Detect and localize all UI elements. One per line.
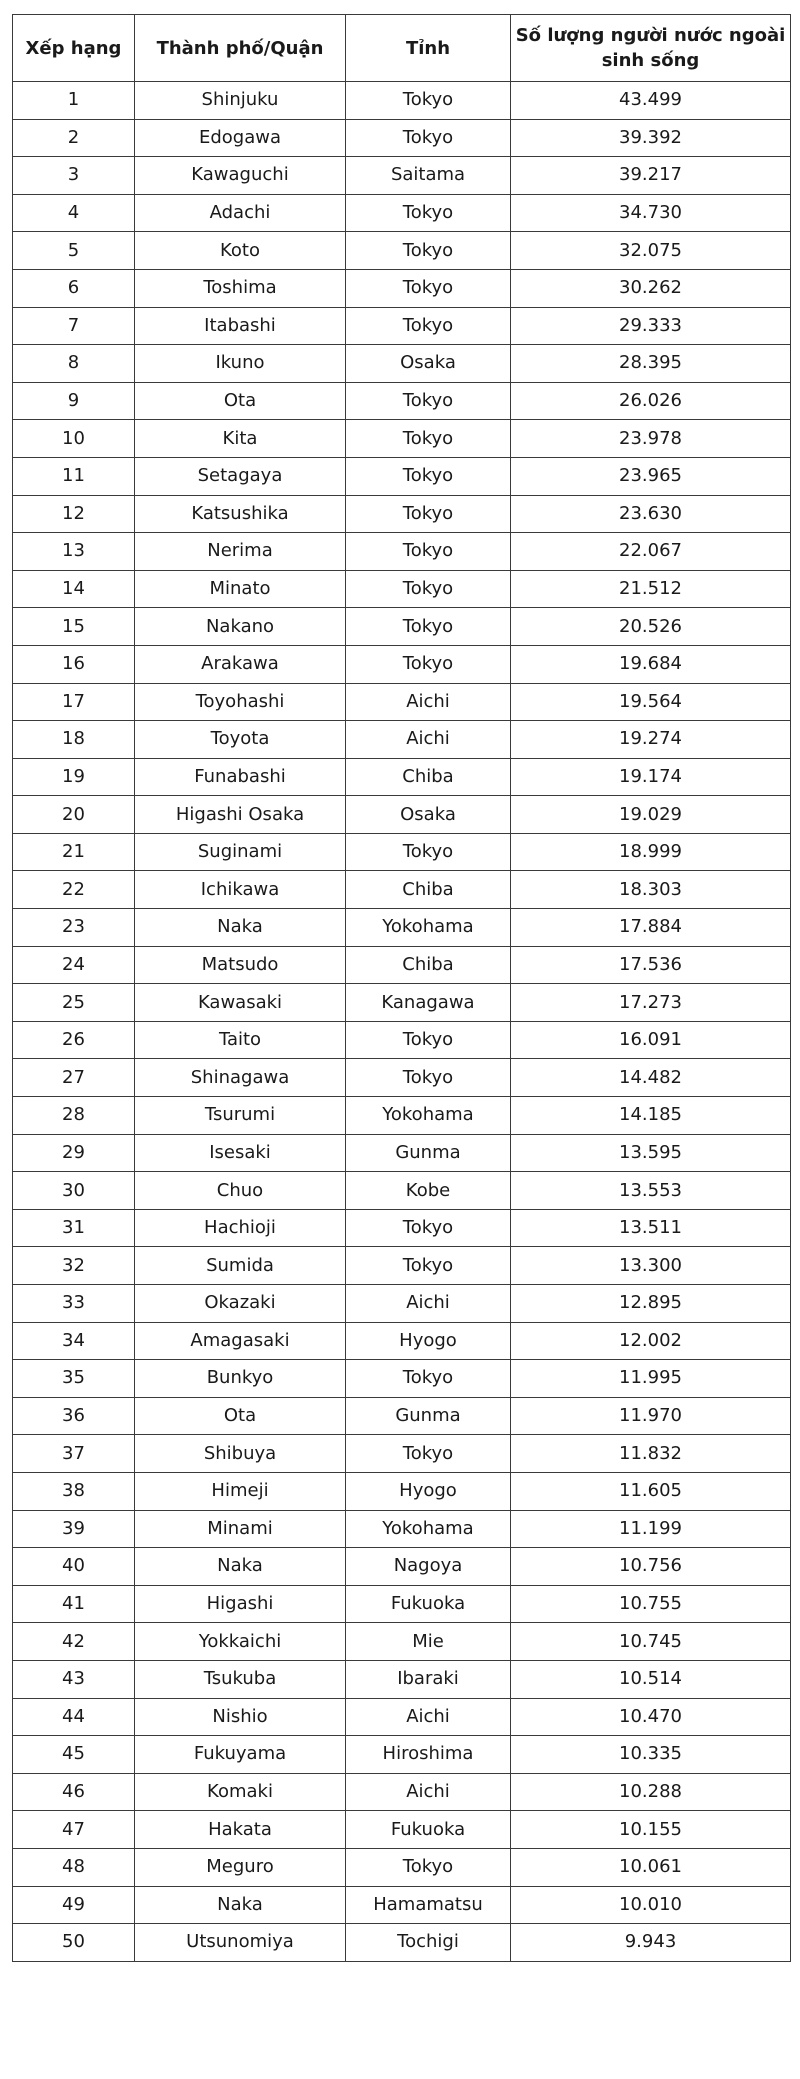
cell-rank: 26 (13, 1021, 135, 1059)
cell-province: Tokyo (346, 1247, 511, 1285)
cell-province: Tokyo (346, 82, 511, 120)
cell-city: Toshima (135, 269, 346, 307)
cell-city: Kawaguchi (135, 157, 346, 195)
cell-province: Saitama (346, 157, 511, 195)
cell-city: Higashi Osaka (135, 796, 346, 834)
cell-rank: 3 (13, 157, 135, 195)
table-body (13, 82, 791, 1962)
cell-city: Ichikawa (135, 871, 346, 909)
cell-province: Osaka (346, 345, 511, 383)
cell-city: Kita (135, 420, 346, 458)
cell-rank: 42 (13, 1623, 135, 1661)
cell-count: 19.029 (511, 796, 791, 834)
cell-province: Fukuoka (346, 1811, 511, 1849)
table-row (13, 683, 791, 721)
table-row (13, 382, 791, 420)
cell-count: 10.335 (511, 1736, 791, 1774)
cell-city: Meguro (135, 1848, 346, 1886)
cell-rank: 43 (13, 1660, 135, 1698)
table-row (13, 307, 791, 345)
cell-province: Tokyo (346, 1021, 511, 1059)
cell-rank: 1 (13, 82, 135, 120)
cell-rank: 27 (13, 1059, 135, 1097)
cell-province: Tokyo (346, 194, 511, 232)
header-city: Thành phố/Quận (135, 15, 346, 82)
cell-city: Okazaki (135, 1285, 346, 1323)
table-row (13, 1360, 791, 1398)
table-row (13, 1172, 791, 1210)
cell-rank: 35 (13, 1360, 135, 1398)
cell-city: Hachioji (135, 1209, 346, 1247)
cell-rank: 2 (13, 119, 135, 157)
cell-rank: 16 (13, 645, 135, 683)
cell-province: Tokyo (346, 1360, 511, 1398)
cell-rank: 49 (13, 1886, 135, 1924)
cell-count: 10.061 (511, 1848, 791, 1886)
cell-city: Ota (135, 1397, 346, 1435)
cell-city: Katsushika (135, 495, 346, 533)
cell-city: Sumida (135, 1247, 346, 1285)
cell-province: Nagoya (346, 1548, 511, 1586)
cell-city: Edogawa (135, 119, 346, 157)
cell-rank: 9 (13, 382, 135, 420)
cell-province: Yokohama (346, 909, 511, 947)
cell-province: Tokyo (346, 382, 511, 420)
table-row (13, 232, 791, 270)
table-row (13, 457, 791, 495)
cell-province: Fukuoka (346, 1585, 511, 1623)
cell-province: Yokohama (346, 1510, 511, 1548)
cell-city: Tsurumi (135, 1097, 346, 1135)
table-row (13, 1285, 791, 1323)
header-province: Tỉnh (346, 15, 511, 82)
cell-city: Shinagawa (135, 1059, 346, 1097)
table-row (13, 1097, 791, 1135)
cell-province: Chiba (346, 946, 511, 984)
cell-city: Himeji (135, 1472, 346, 1510)
table-row (13, 871, 791, 909)
cell-count: 11.970 (511, 1397, 791, 1435)
cell-rank: 22 (13, 871, 135, 909)
cell-city: Nakano (135, 608, 346, 646)
cell-city: Naka (135, 1548, 346, 1586)
cell-rank: 39 (13, 1510, 135, 1548)
table-row (13, 533, 791, 571)
table-row (13, 1397, 791, 1435)
table-row (13, 1548, 791, 1586)
cell-province: Aichi (346, 1773, 511, 1811)
cell-city: Koto (135, 232, 346, 270)
cell-province: Chiba (346, 758, 511, 796)
cell-count: 11.995 (511, 1360, 791, 1398)
cell-count: 10.756 (511, 1548, 791, 1586)
cell-count: 13.511 (511, 1209, 791, 1247)
cell-count: 17.536 (511, 946, 791, 984)
cell-province: Kanagawa (346, 984, 511, 1022)
table-row (13, 345, 791, 383)
cell-city: Setagaya (135, 457, 346, 495)
cell-province: Tokyo (346, 269, 511, 307)
header-row (13, 15, 791, 82)
cell-city: Funabashi (135, 758, 346, 796)
cell-province: Aichi (346, 683, 511, 721)
cell-rank: 17 (13, 683, 135, 721)
table-row (13, 1472, 791, 1510)
table-row (13, 1698, 791, 1736)
table-row (13, 1811, 791, 1849)
cell-count: 17.273 (511, 984, 791, 1022)
cell-province: Tokyo (346, 495, 511, 533)
cell-province: Tokyo (346, 1209, 511, 1247)
cell-rank: 24 (13, 946, 135, 984)
cell-count: 18.303 (511, 871, 791, 909)
cell-city: Arakawa (135, 645, 346, 683)
cell-city: Shibuya (135, 1435, 346, 1473)
cell-city: Amagasaki (135, 1322, 346, 1360)
table-row (13, 1435, 791, 1473)
table-row (13, 194, 791, 232)
table-row (13, 1660, 791, 1698)
table-row (13, 1886, 791, 1924)
table-row (13, 1134, 791, 1172)
table-row (13, 608, 791, 646)
cell-rank: 5 (13, 232, 135, 270)
cell-count: 14.482 (511, 1059, 791, 1097)
cell-city: Adachi (135, 194, 346, 232)
cell-province: Hiroshima (346, 1736, 511, 1774)
cell-rank: 31 (13, 1209, 135, 1247)
cell-province: Gunma (346, 1134, 511, 1172)
cell-count: 19.174 (511, 758, 791, 796)
cell-rank: 6 (13, 269, 135, 307)
header-count: Số lượng người nước ngoài sinh sống (511, 15, 791, 82)
cell-province: Tokyo (346, 307, 511, 345)
cell-province: Chiba (346, 871, 511, 909)
cell-count: 9.943 (511, 1924, 791, 1962)
cell-count: 32.075 (511, 232, 791, 270)
cell-province: Gunma (346, 1397, 511, 1435)
table-row (13, 909, 791, 947)
cell-count: 10.755 (511, 1585, 791, 1623)
cell-count: 11.832 (511, 1435, 791, 1473)
cell-city: Isesaki (135, 1134, 346, 1172)
cell-province: Tokyo (346, 533, 511, 571)
cell-city: Taito (135, 1021, 346, 1059)
cell-count: 28.395 (511, 345, 791, 383)
table-row (13, 645, 791, 683)
table-row (13, 984, 791, 1022)
cell-city: Bunkyo (135, 1360, 346, 1398)
cell-city: Matsudo (135, 946, 346, 984)
cell-count: 29.333 (511, 307, 791, 345)
cell-city: Ikuno (135, 345, 346, 383)
cell-city: Fukuyama (135, 1736, 346, 1774)
cell-city: Chuo (135, 1172, 346, 1210)
cell-rank: 41 (13, 1585, 135, 1623)
cell-rank: 15 (13, 608, 135, 646)
cell-count: 12.895 (511, 1285, 791, 1323)
cell-province: Hamamatsu (346, 1886, 511, 1924)
cell-province: Osaka (346, 796, 511, 834)
cell-count: 13.553 (511, 1172, 791, 1210)
cell-province: Tokyo (346, 608, 511, 646)
cell-count: 13.300 (511, 1247, 791, 1285)
cell-province: Tokyo (346, 232, 511, 270)
table-row (13, 796, 791, 834)
cell-rank: 14 (13, 570, 135, 608)
cell-city: Yokkaichi (135, 1623, 346, 1661)
cell-rank: 46 (13, 1773, 135, 1811)
table-row (13, 119, 791, 157)
cell-city: Toyota (135, 721, 346, 759)
cell-city: Tsukuba (135, 1660, 346, 1698)
table-row (13, 82, 791, 120)
ranking-table (12, 14, 791, 1962)
cell-rank: 7 (13, 307, 135, 345)
table-row (13, 1021, 791, 1059)
cell-rank: 20 (13, 796, 135, 834)
cell-count: 26.026 (511, 382, 791, 420)
table-row (13, 1585, 791, 1623)
cell-province: Tokyo (346, 570, 511, 608)
cell-rank: 19 (13, 758, 135, 796)
table-row (13, 1059, 791, 1097)
cell-province: Tokyo (346, 457, 511, 495)
cell-province: Hyogo (346, 1322, 511, 1360)
cell-count: 10.010 (511, 1886, 791, 1924)
cell-city: Higashi (135, 1585, 346, 1623)
cell-count: 10.155 (511, 1811, 791, 1849)
cell-count: 23.978 (511, 420, 791, 458)
cell-province: Aichi (346, 721, 511, 759)
cell-rank: 45 (13, 1736, 135, 1774)
cell-count: 10.470 (511, 1698, 791, 1736)
cell-count: 12.002 (511, 1322, 791, 1360)
cell-count: 22.067 (511, 533, 791, 571)
cell-rank: 28 (13, 1097, 135, 1135)
cell-rank: 36 (13, 1397, 135, 1435)
cell-rank: 11 (13, 457, 135, 495)
cell-city: Suginami (135, 833, 346, 871)
cell-count: 19.684 (511, 645, 791, 683)
table-row (13, 1322, 791, 1360)
table-row (13, 1510, 791, 1548)
table-row (13, 157, 791, 195)
cell-count: 13.595 (511, 1134, 791, 1172)
cell-city: Nerima (135, 533, 346, 571)
table-row (13, 1924, 791, 1962)
cell-count: 10.745 (511, 1623, 791, 1661)
cell-province: Mie (346, 1623, 511, 1661)
cell-province: Yokohama (346, 1097, 511, 1135)
table-row (13, 1773, 791, 1811)
table-row (13, 570, 791, 608)
cell-province: Tokyo (346, 119, 511, 157)
table-row (13, 269, 791, 307)
table-row (13, 495, 791, 533)
cell-city: Itabashi (135, 307, 346, 345)
cell-rank: 50 (13, 1924, 135, 1962)
header-rank: Xếp hạng (13, 15, 135, 82)
table-row (13, 1848, 791, 1886)
cell-count: 21.512 (511, 570, 791, 608)
cell-rank: 48 (13, 1848, 135, 1886)
cell-rank: 40 (13, 1548, 135, 1586)
cell-count: 19.564 (511, 683, 791, 721)
cell-count: 10.514 (511, 1660, 791, 1698)
cell-city: Hakata (135, 1811, 346, 1849)
cell-count: 43.499 (511, 82, 791, 120)
cell-province: Tochigi (346, 1924, 511, 1962)
cell-province: Tokyo (346, 645, 511, 683)
cell-province: Hyogo (346, 1472, 511, 1510)
cell-rank: 38 (13, 1472, 135, 1510)
cell-province: Ibaraki (346, 1660, 511, 1698)
cell-province: Tokyo (346, 1435, 511, 1473)
cell-city: Toyohashi (135, 683, 346, 721)
cell-rank: 29 (13, 1134, 135, 1172)
cell-count: 11.199 (511, 1510, 791, 1548)
cell-city: Kawasaki (135, 984, 346, 1022)
cell-count: 17.884 (511, 909, 791, 947)
cell-province: Kobe (346, 1172, 511, 1210)
table-row (13, 420, 791, 458)
cell-rank: 37 (13, 1435, 135, 1473)
cell-city: Minami (135, 1510, 346, 1548)
table-row (13, 1209, 791, 1247)
cell-rank: 12 (13, 495, 135, 533)
cell-province: Tokyo (346, 833, 511, 871)
cell-rank: 25 (13, 984, 135, 1022)
cell-city: Ota (135, 382, 346, 420)
cell-count: 10.288 (511, 1773, 791, 1811)
cell-count: 20.526 (511, 608, 791, 646)
cell-rank: 8 (13, 345, 135, 383)
cell-rank: 30 (13, 1172, 135, 1210)
cell-rank: 4 (13, 194, 135, 232)
table-row (13, 1623, 791, 1661)
cell-rank: 33 (13, 1285, 135, 1323)
cell-rank: 23 (13, 909, 135, 947)
cell-province: Tokyo (346, 1848, 511, 1886)
cell-rank: 47 (13, 1811, 135, 1849)
cell-count: 23.965 (511, 457, 791, 495)
table-row (13, 758, 791, 796)
cell-rank: 21 (13, 833, 135, 871)
cell-city: Shinjuku (135, 82, 346, 120)
table-row (13, 721, 791, 759)
cell-count: 19.274 (511, 721, 791, 759)
table-row (13, 1736, 791, 1774)
cell-count: 14.185 (511, 1097, 791, 1135)
cell-province: Tokyo (346, 1059, 511, 1097)
cell-count: 23.630 (511, 495, 791, 533)
table-row (13, 833, 791, 871)
cell-province: Aichi (346, 1698, 511, 1736)
cell-count: 11.605 (511, 1472, 791, 1510)
cell-rank: 32 (13, 1247, 135, 1285)
cell-city: Minato (135, 570, 346, 608)
cell-count: 18.999 (511, 833, 791, 871)
cell-city: Utsunomiya (135, 1924, 346, 1962)
cell-count: 39.217 (511, 157, 791, 195)
cell-count: 39.392 (511, 119, 791, 157)
cell-rank: 13 (13, 533, 135, 571)
cell-city: Nishio (135, 1698, 346, 1736)
cell-count: 34.730 (511, 194, 791, 232)
cell-count: 16.091 (511, 1021, 791, 1059)
table-header (13, 15, 791, 82)
cell-province: Aichi (346, 1285, 511, 1323)
cell-rank: 10 (13, 420, 135, 458)
cell-city: Naka (135, 909, 346, 947)
cell-rank: 18 (13, 721, 135, 759)
table-row (13, 1247, 791, 1285)
cell-rank: 44 (13, 1698, 135, 1736)
cell-city: Naka (135, 1886, 346, 1924)
cell-city: Komaki (135, 1773, 346, 1811)
cell-province: Tokyo (346, 420, 511, 458)
table-row (13, 946, 791, 984)
cell-rank: 34 (13, 1322, 135, 1360)
cell-count: 30.262 (511, 269, 791, 307)
